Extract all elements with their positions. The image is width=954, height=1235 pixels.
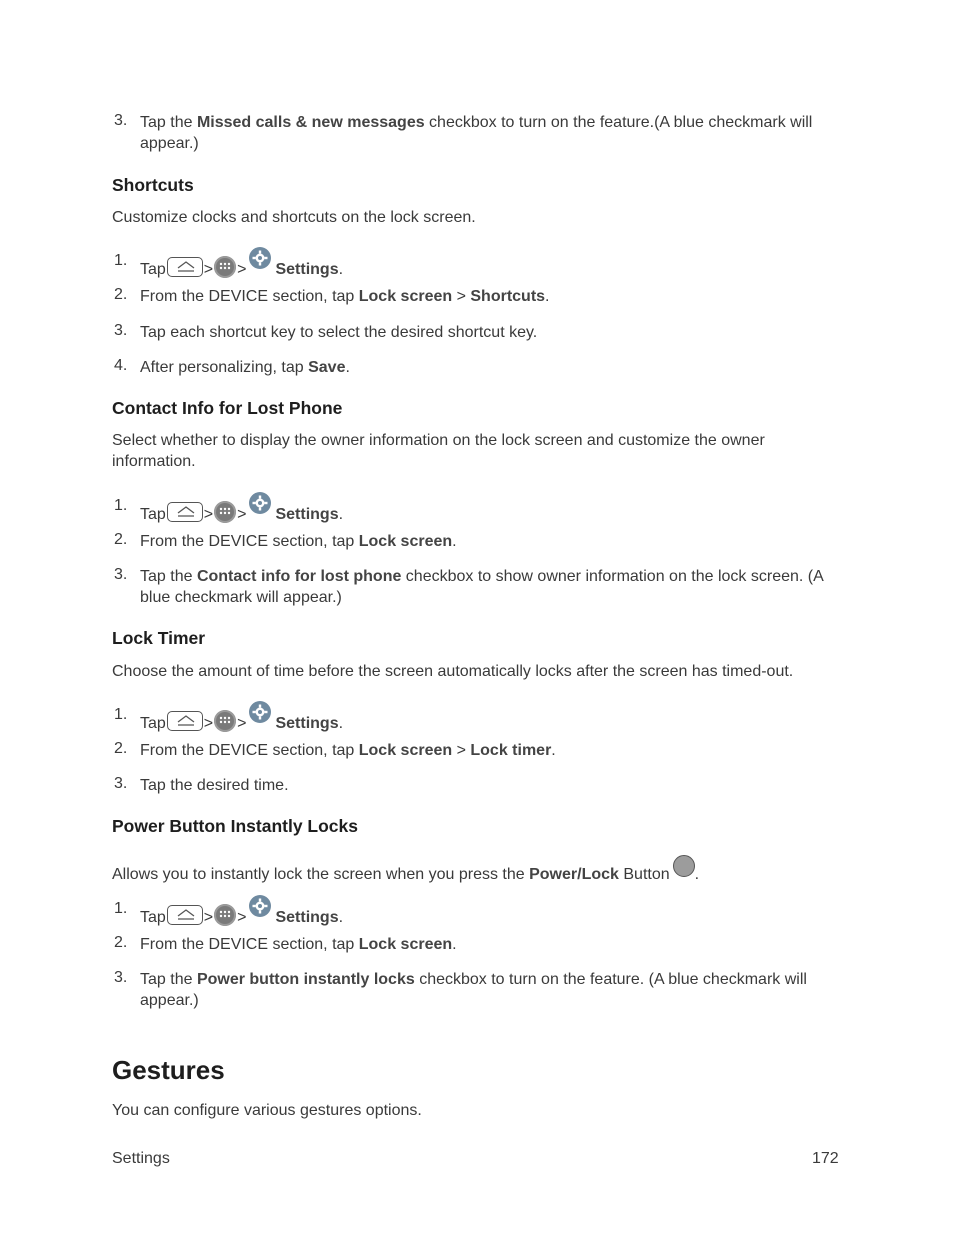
apps-icon	[214, 501, 236, 523]
home-key-icon	[167, 711, 203, 731]
list-number: 3.	[114, 112, 128, 129]
list-number: 3.	[114, 322, 128, 339]
list-item-text: From the DEVICE section, tap Lock screen > Lock timer.	[140, 742, 556, 759]
home-key-icon	[167, 257, 203, 277]
list-item-text: Tap each shortcut key to select the desired shortcut key.	[140, 324, 538, 341]
list-item-text: Tap > > Settings.	[140, 497, 845, 525]
list-number: 2.	[114, 286, 128, 303]
list-item-text: Tap the Contact info for lost phone checkbox to show owner information on the lock screen. (A blue checkmark will appear.)	[140, 568, 823, 606]
section-heading-gestures: Gestures	[112, 1055, 225, 1085]
list-number: 1.	[114, 497, 128, 514]
settings-gear-icon	[248, 700, 272, 724]
list-item-text: Tap > > Settings.	[140, 252, 845, 280]
apps-icon	[214, 904, 236, 926]
section-description: Allows you to instantly lock the screen when you press the Power/Lock Button .	[112, 855, 842, 885]
footer-section-name: Settings	[112, 1150, 170, 1167]
list-number: 3.	[114, 566, 128, 583]
section-description: Choose the amount of time before the screen automatically locks after the screen has timed-out.	[112, 663, 794, 680]
settings-gear-icon	[248, 491, 272, 515]
list-number: 4.	[114, 357, 128, 374]
section-description: You can configure various gestures options.	[112, 1102, 422, 1119]
list-item-text: Tap the Power button instantly locks checkbox to turn on the feature. (A blue checkmark will appear.)	[140, 971, 807, 1009]
apps-icon	[214, 256, 236, 278]
list-number: 2.	[114, 740, 128, 757]
section-heading-contact-info: Contact Info for Lost Phone	[112, 398, 343, 418]
list-number: 3.	[114, 775, 128, 792]
list-item-text: After personalizing, tap Save.	[140, 359, 350, 376]
list-item-text: Tap > > Settings.	[140, 900, 845, 928]
bold-term: Missed calls & new messages	[196, 114, 425, 131]
settings-gear-icon	[248, 894, 272, 918]
section-heading-lock-timer: Lock Timer	[112, 628, 206, 648]
list-number: 2.	[114, 531, 128, 548]
list-number: 1.	[114, 900, 128, 917]
home-key-icon	[167, 905, 203, 925]
list-item-text: From the DEVICE section, tap Lock screen.	[140, 533, 457, 550]
section-description: Select whether to display the owner information on the lock screen and customize the owner information.	[112, 432, 765, 470]
list-item-text: Tap the desired time.	[140, 777, 289, 794]
list-item-text: From the DEVICE section, tap Lock screen.	[140, 936, 457, 953]
list-number: 3.	[114, 969, 128, 986]
list-item-text: Tap the Missed calls & new messages checkbox to turn on the feature.(A blue checkmark will appear.)	[140, 114, 813, 152]
footer-page-number: 172	[812, 1150, 839, 1167]
section-description: Customize clocks and shortcuts on the lock screen.	[112, 209, 476, 226]
section-heading-power-button: Power Button Instantly Locks	[112, 816, 358, 836]
list-item-text: Tap > > Settings.	[140, 706, 845, 734]
list-item-text: From the DEVICE section, tap Lock screen > Shortcuts.	[140, 288, 550, 305]
list-number: 1.	[114, 706, 128, 723]
power-button-icon	[673, 855, 695, 877]
list-number: 2.	[114, 934, 128, 951]
home-key-icon	[167, 502, 203, 522]
section-heading-shortcuts: Shortcuts	[112, 175, 194, 195]
apps-icon	[214, 710, 236, 732]
list-number: 1.	[114, 252, 128, 269]
settings-gear-icon	[248, 246, 272, 270]
